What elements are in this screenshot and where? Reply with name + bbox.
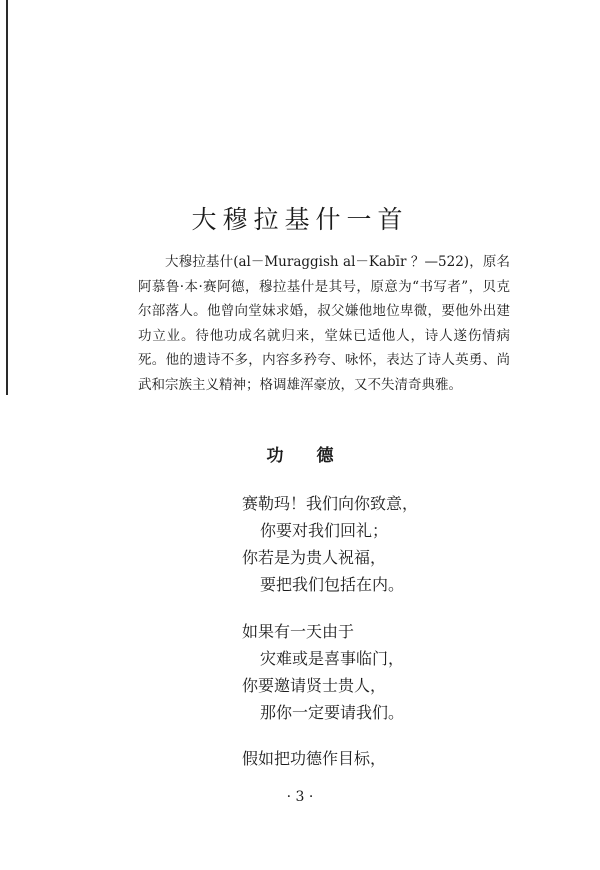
author-biography	[138, 250, 510, 397]
poem-title-char-2: 德	[316, 446, 334, 466]
poem-line: 要把我们包括在内。	[260, 575, 405, 594]
poem-stanza-1	[242, 490, 542, 598]
poem-line: 你要对我们回礼；	[260, 521, 389, 540]
margin-scan-line	[6, 0, 8, 395]
poem-title	[0, 441, 600, 466]
poem-title-char-1: 功	[266, 446, 284, 466]
poem-stanza-3	[242, 745, 542, 772]
chapter-title: 大穆拉基什一首	[191, 204, 409, 234]
poem-line: 灾难或是喜事临门，	[260, 649, 405, 668]
page-number: · 3 ·	[286, 789, 314, 805]
poem-line: 假如把功德作目标，	[242, 749, 387, 768]
poem-line: 你要邀请贤士贵人，	[242, 676, 387, 695]
poem-line: 你若是为贵人祝福，	[242, 548, 387, 567]
poem-line: 赛勒玛！我们向你致意，	[242, 494, 419, 513]
poem-stanza-2	[242, 618, 542, 726]
poem-line: 那你一定要请我们。	[260, 703, 405, 722]
biography-paragraph: 大穆拉基什(al－Muraggish al－Kabīr ？—522)，原名阿慕鲁·本·赛阿德，穆拉基什是其号，原意为“书写者”，贝克尔部落人。他曾向堂妹求婚，叔父嫌他地位卑微，要他外出建功立业。待他功成名就归来，堂妹已适他人，诗人遂伤情病死。他的遗诗不多，内容多矜夸、咏怀，表达了诗人英勇、尚武和宗族主义精神；格调雄浑豪放，又不失清奇典雅。	[138, 254, 510, 393]
poem-line: 如果有一天由于	[242, 622, 355, 641]
